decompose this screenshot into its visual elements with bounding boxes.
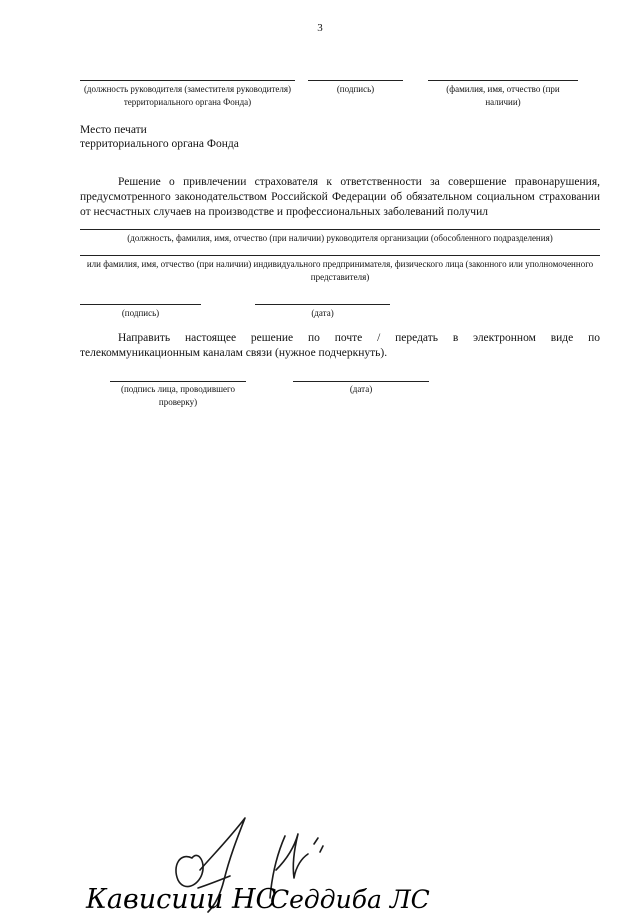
- handwritten-name-2: Седдиба ЛС: [270, 885, 430, 914]
- recipient-caption-1: (должность, фамилия, имя, отчество (при наличии) руководителя организации (обособленного подразделения): [127, 233, 553, 243]
- recipient-caption-2: или фамилия, имя, отчество (при наличии) индивидуального предпринимателя, физического лица (законного или уполномоченного представителя): [86, 259, 594, 282]
- inspector-signature-caption: (подпись лица, проводившего проверку): [120, 384, 236, 407]
- inspector-date-caption: (дата): [349, 384, 373, 394]
- recipient-date-line: [255, 304, 390, 305]
- recipient-line-1: [80, 229, 600, 230]
- stamp-label: Место печати: [80, 124, 147, 136]
- signature-line: [308, 80, 403, 81]
- stamp-label-sub: территориального органа Фонда: [80, 138, 239, 150]
- inspector-date-line: [293, 381, 429, 382]
- recipient-signature-line: [80, 304, 201, 305]
- recipient-date-caption: (дата): [311, 308, 334, 318]
- recipient-signature-caption: (подпись): [121, 308, 160, 318]
- page-number: 3: [317, 22, 323, 34]
- name-line: [428, 80, 578, 81]
- decision-paragraph: Решение о привлечении страхователя к ответственности за совершение правонарушения, предусмотренного законодательством Российской Федерации об обязательном социальном страховании от несчастных случаев на производстве и профессиональных заболеваний получил: [80, 176, 600, 218]
- handwritten-name-1: Кависиии НС: [86, 884, 277, 915]
- position-caption: (должность руководителя (заместителя руководителя) территориального органа Фонда): [83, 84, 292, 107]
- send-paragraph: Направить настоящее решение по почте / передать в электронном виде по телекоммуникационным каналам связи (нужное подчеркнуть).: [80, 332, 600, 359]
- inspector-signature-line: [110, 381, 246, 382]
- name-caption: (фамилия, имя, отчество (при наличии): [446, 84, 560, 107]
- signature-caption: (подпись): [336, 84, 375, 94]
- position-line: [80, 80, 295, 81]
- handwritten-signatures: [80, 800, 440, 917]
- recipient-line-2: [80, 255, 600, 256]
